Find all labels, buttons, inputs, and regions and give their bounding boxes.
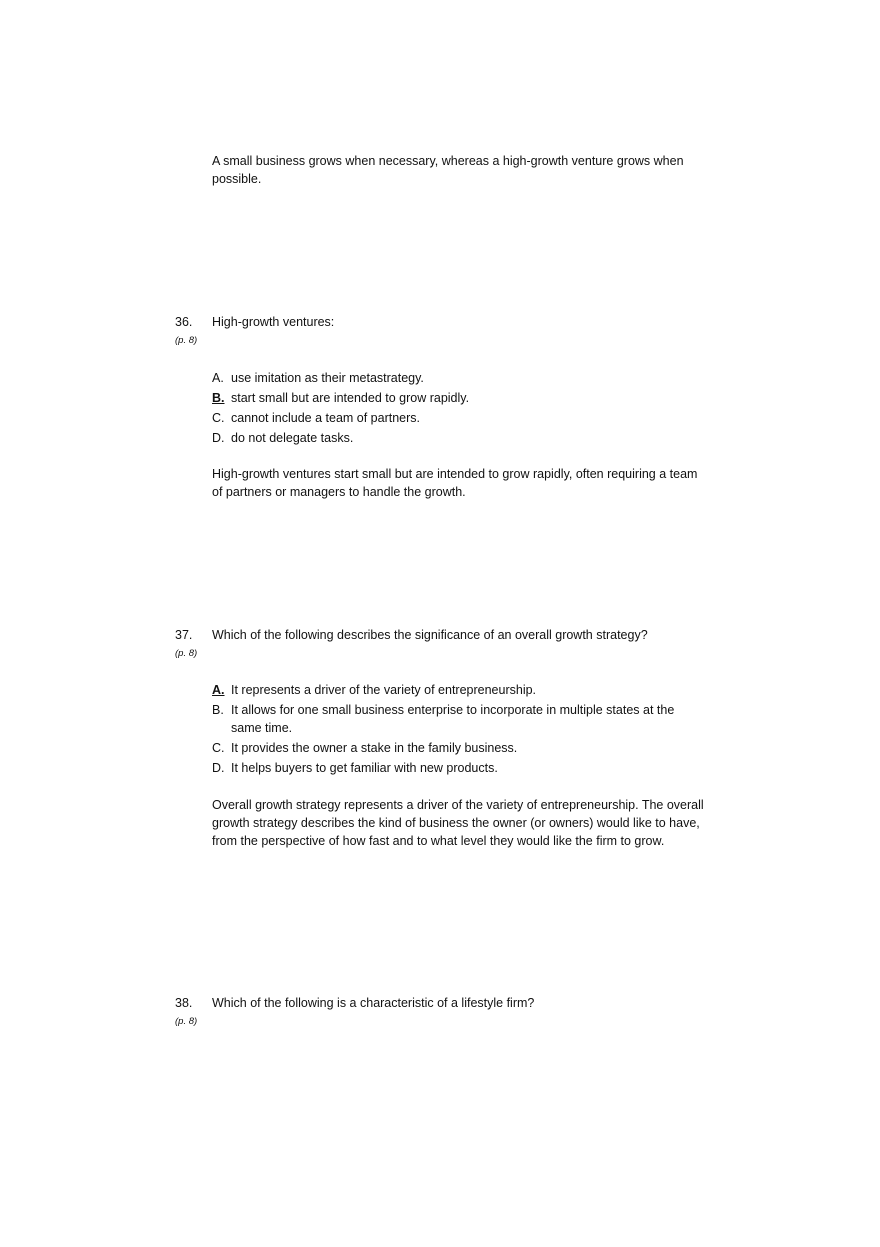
answer-option <box>212 409 707 427</box>
question-number: 36. <box>175 315 193 329</box>
answer-options <box>212 369 707 449</box>
option-text: start small but are intended to grow rapidly. <box>231 391 470 405</box>
option-letter: C. <box>212 741 225 755</box>
option-text: It represents a driver of the variety of entrepreneurship. <box>231 683 537 697</box>
question-number: 37. <box>175 628 193 642</box>
answer-option <box>212 369 707 387</box>
option-text: It provides the owner a stake in the family business. <box>231 741 518 755</box>
option-text: It allows for one small business enterprise to incorporate in multiple states at the same time. <box>231 703 675 735</box>
answer-option-correct <box>212 681 707 699</box>
option-letter: A. <box>212 371 224 385</box>
question-text: Which of the following is a characteristic of a lifestyle firm? <box>212 996 535 1010</box>
answer-option <box>212 759 707 777</box>
answer-explanation: High-growth ventures start small but are intended to grow rapidly, often requiring a team of partners or managers to handle the growth. <box>212 467 698 499</box>
answer-option-correct <box>212 389 707 407</box>
option-letter-correct: A. <box>212 683 225 697</box>
question-number: 38. <box>175 996 193 1010</box>
option-letter: B. <box>212 703 224 717</box>
answer-explanation: Overall growth strategy represents a driver of the variety of entrepreneurship. The overall growth strategy describes the kind of business the owner (or owners) would like to have, from the perspective of how fast and to what level they would like the firm to grow. <box>212 798 704 848</box>
previous-answer-explanation: A small business grows when necessary, whereas a high-growth venture grows when possible. <box>212 154 684 186</box>
question-page-reference: (p. 8) <box>175 1016 198 1027</box>
option-text: cannot include a team of partners. <box>231 411 421 425</box>
answer-option <box>212 429 707 447</box>
answer-options <box>212 681 707 779</box>
option-text: It helps buyers to get familiar with new products. <box>231 761 498 775</box>
question-page-reference: (p. 8) <box>175 648 198 659</box>
option-letter: D. <box>212 761 225 775</box>
question-page-reference: (p. 8) <box>175 335 198 346</box>
option-text: do not delegate tasks. <box>231 431 354 445</box>
option-letter: D. <box>212 431 225 445</box>
option-letter-correct: B. <box>212 391 225 405</box>
question-text: High-growth ventures: <box>212 315 335 329</box>
option-text: use imitation as their metastrategy. <box>231 371 424 385</box>
answer-option <box>212 739 707 757</box>
question-text: Which of the following describes the significance of an overall growth strategy? <box>212 628 648 642</box>
option-letter: C. <box>212 411 225 425</box>
answer-option <box>212 701 707 737</box>
